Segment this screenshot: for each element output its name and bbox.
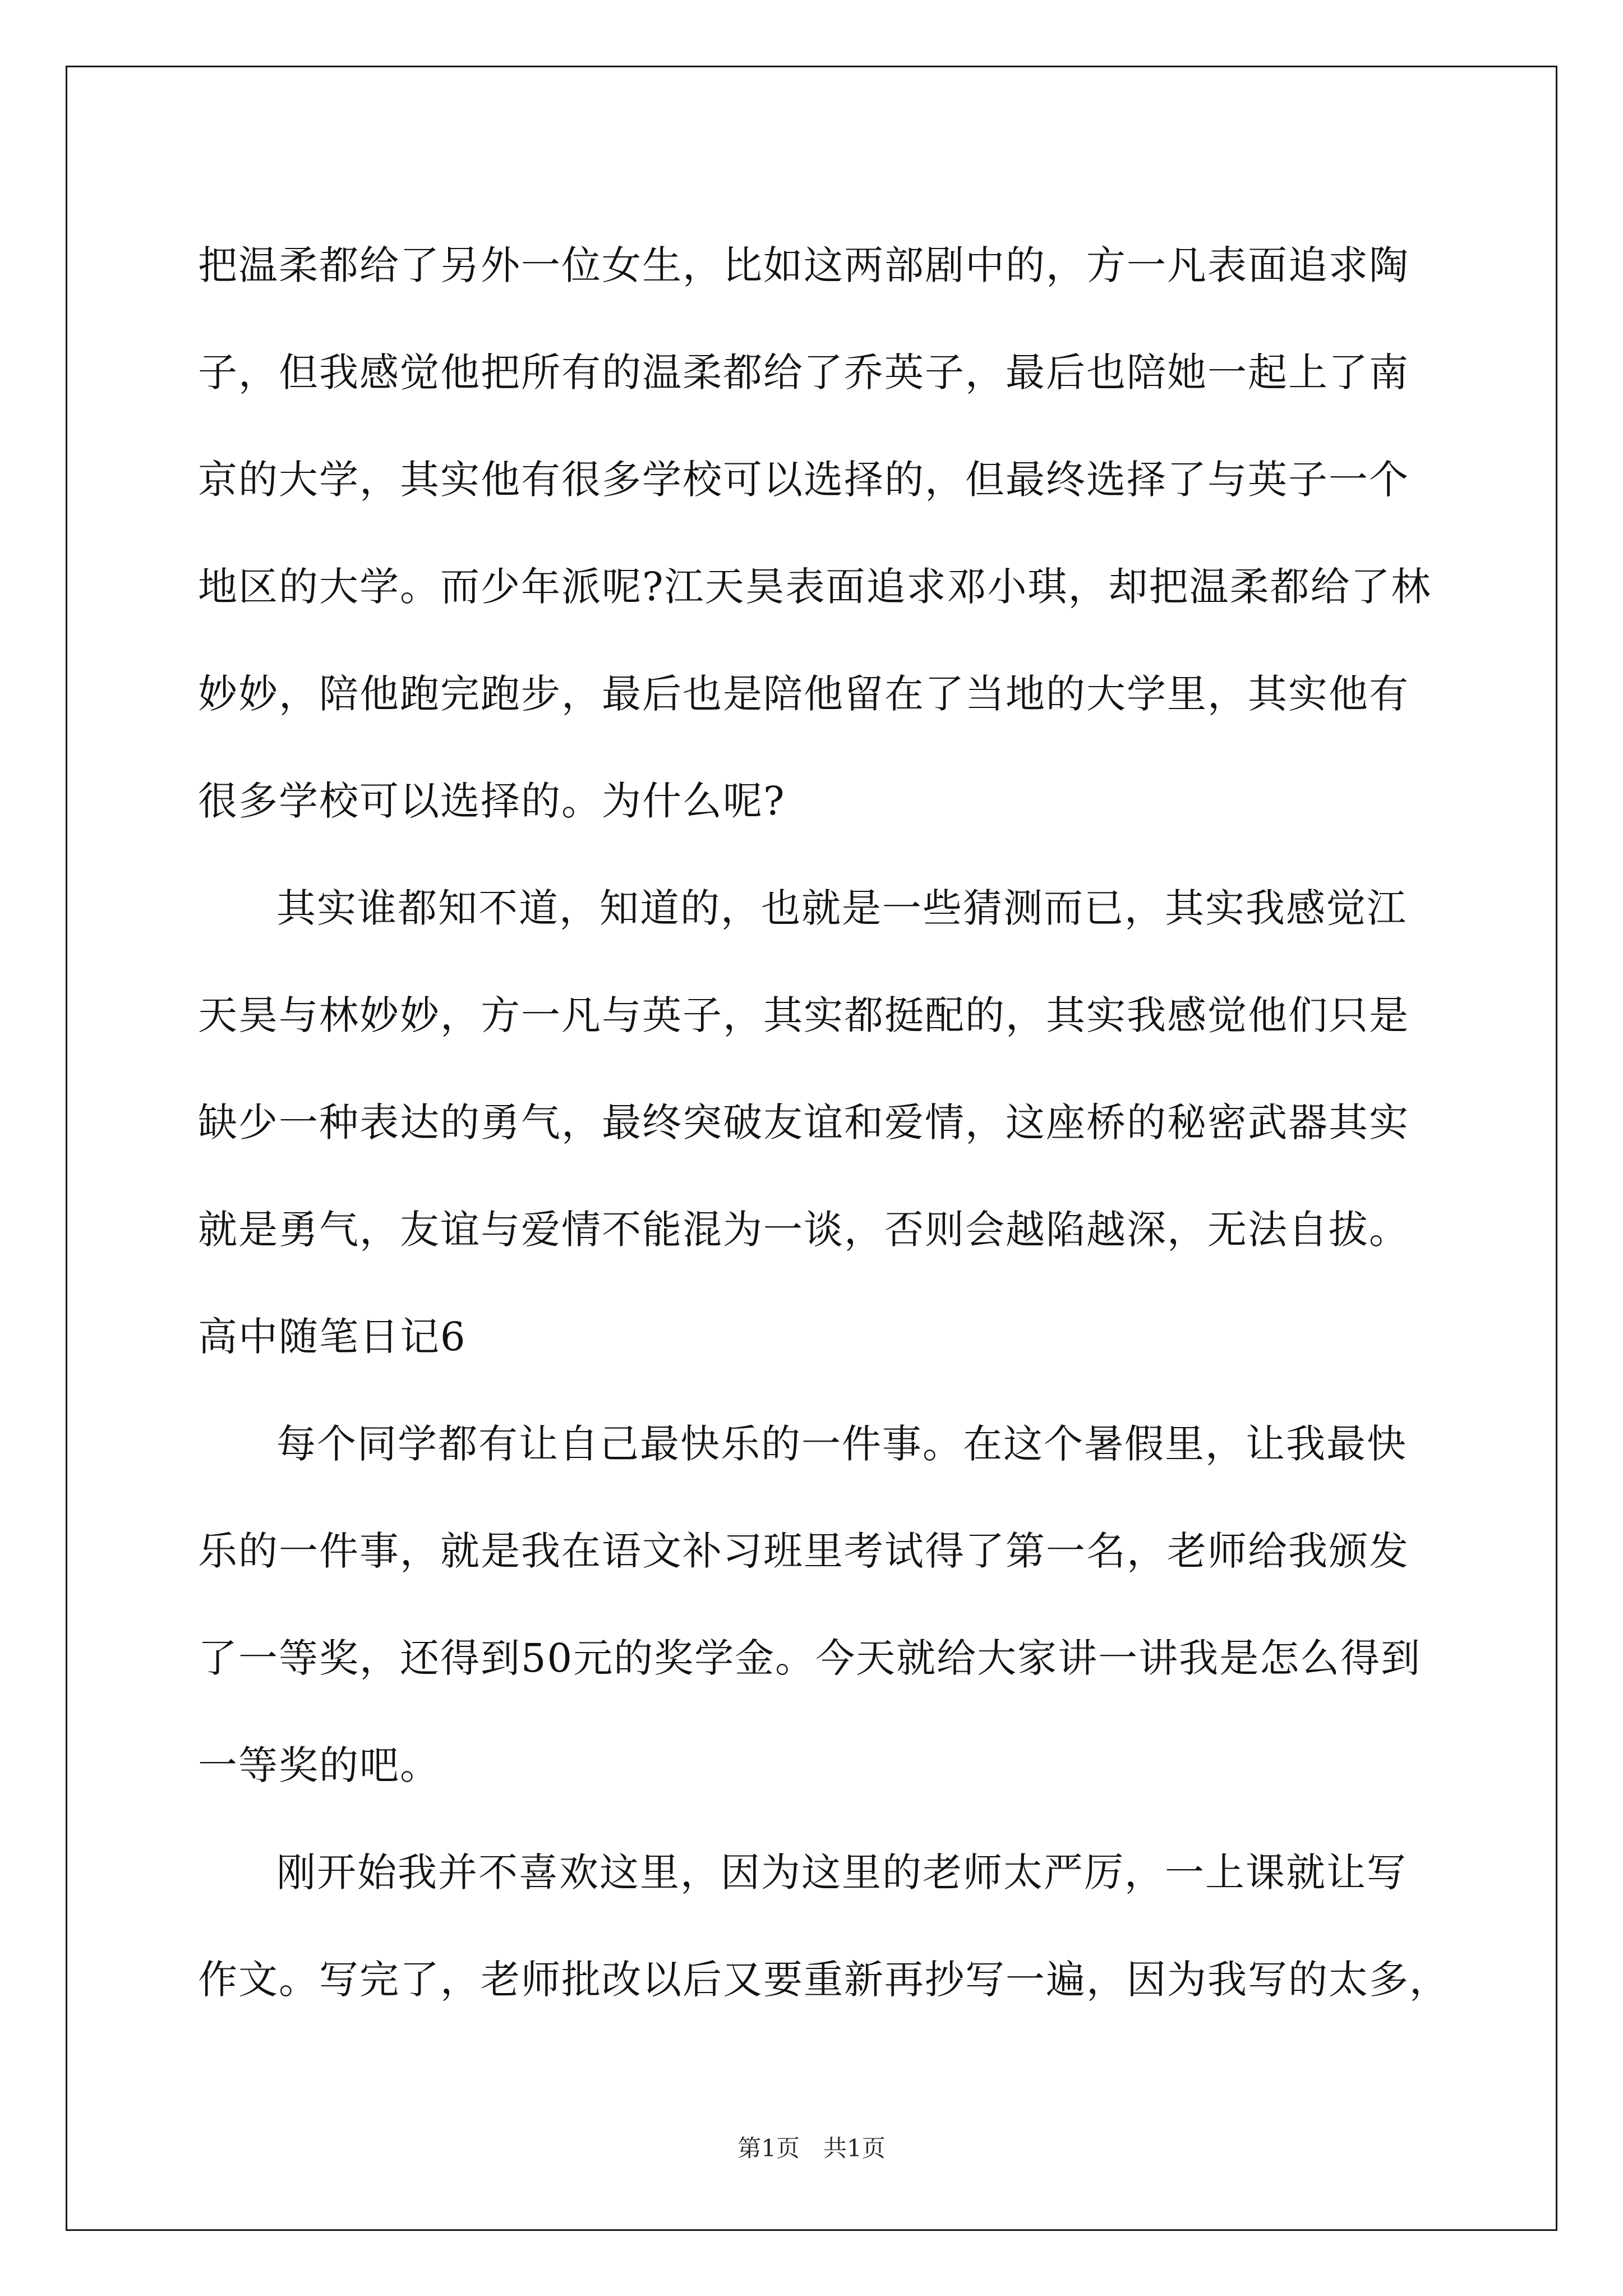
text-line: 子，但我感觉他把所有的温柔都给了乔英子，最后也陪她一起上了南	[198, 349, 1409, 395]
page-footer	[0, 2132, 1623, 2165]
text-line: 缺少一种表达的勇气，最终突破友谊和爱情，这座桥的秘密武器其实	[198, 1099, 1409, 1145]
text-line: 其实谁都知不道，知道的，也就是一些猜测而已，其实我感觉江	[276, 885, 1407, 931]
text-line: 每个同学都有让自己最快乐的一件事。在这个暑假里，让我最快	[276, 1421, 1407, 1467]
text-line: 刚开始我并不喜欢这里，因为这里的老师太严厉，一上课就让写	[276, 1849, 1407, 1895]
text-line: 很多学校可以选择的。为什么呢?	[198, 778, 786, 824]
section-heading: 高中随笔日记6	[198, 1314, 467, 1360]
text-line: 把温柔都给了另外一位女生，比如这两部剧中的，方一凡表面追求陶	[198, 242, 1409, 288]
text-line: 作文。写完了，老师批改以后又要重新再抄写一遍，因为我写的太多，	[198, 1957, 1450, 2003]
text-line: 了一等奖，还得到50元的奖学金。今天就给大家讲一讲我是怎么得到	[198, 1635, 1422, 1681]
text-line: 妙妙，陪他跑完跑步，最后也是陪他留在了当地的大学里，其实他有	[198, 671, 1409, 717]
page-number-label: 第1页 共1页	[737, 2134, 886, 2162]
text-line: 地区的大学。而少年派呢?江天昊表面追求邓小琪，却把温柔都给了林	[198, 564, 1432, 610]
text-line: 天昊与林妙妙，方一凡与英子，其实都挺配的，其实我感觉他们只是	[198, 992, 1409, 1038]
text-line: 就是勇气，友谊与爱情不能混为一谈，否则会越陷越深，无法自拔。	[198, 1207, 1409, 1253]
text-line: 乐的一件事，就是我在语文补习班里考试得了第一名，老师给我颁发	[198, 1528, 1409, 1574]
document-body	[198, 212, 1450, 2033]
text-line: 京的大学，其实他有很多学校可以选择的，但最终选择了与英子一个	[198, 457, 1409, 503]
text-line: 一等奖的吧。	[198, 1742, 440, 1788]
